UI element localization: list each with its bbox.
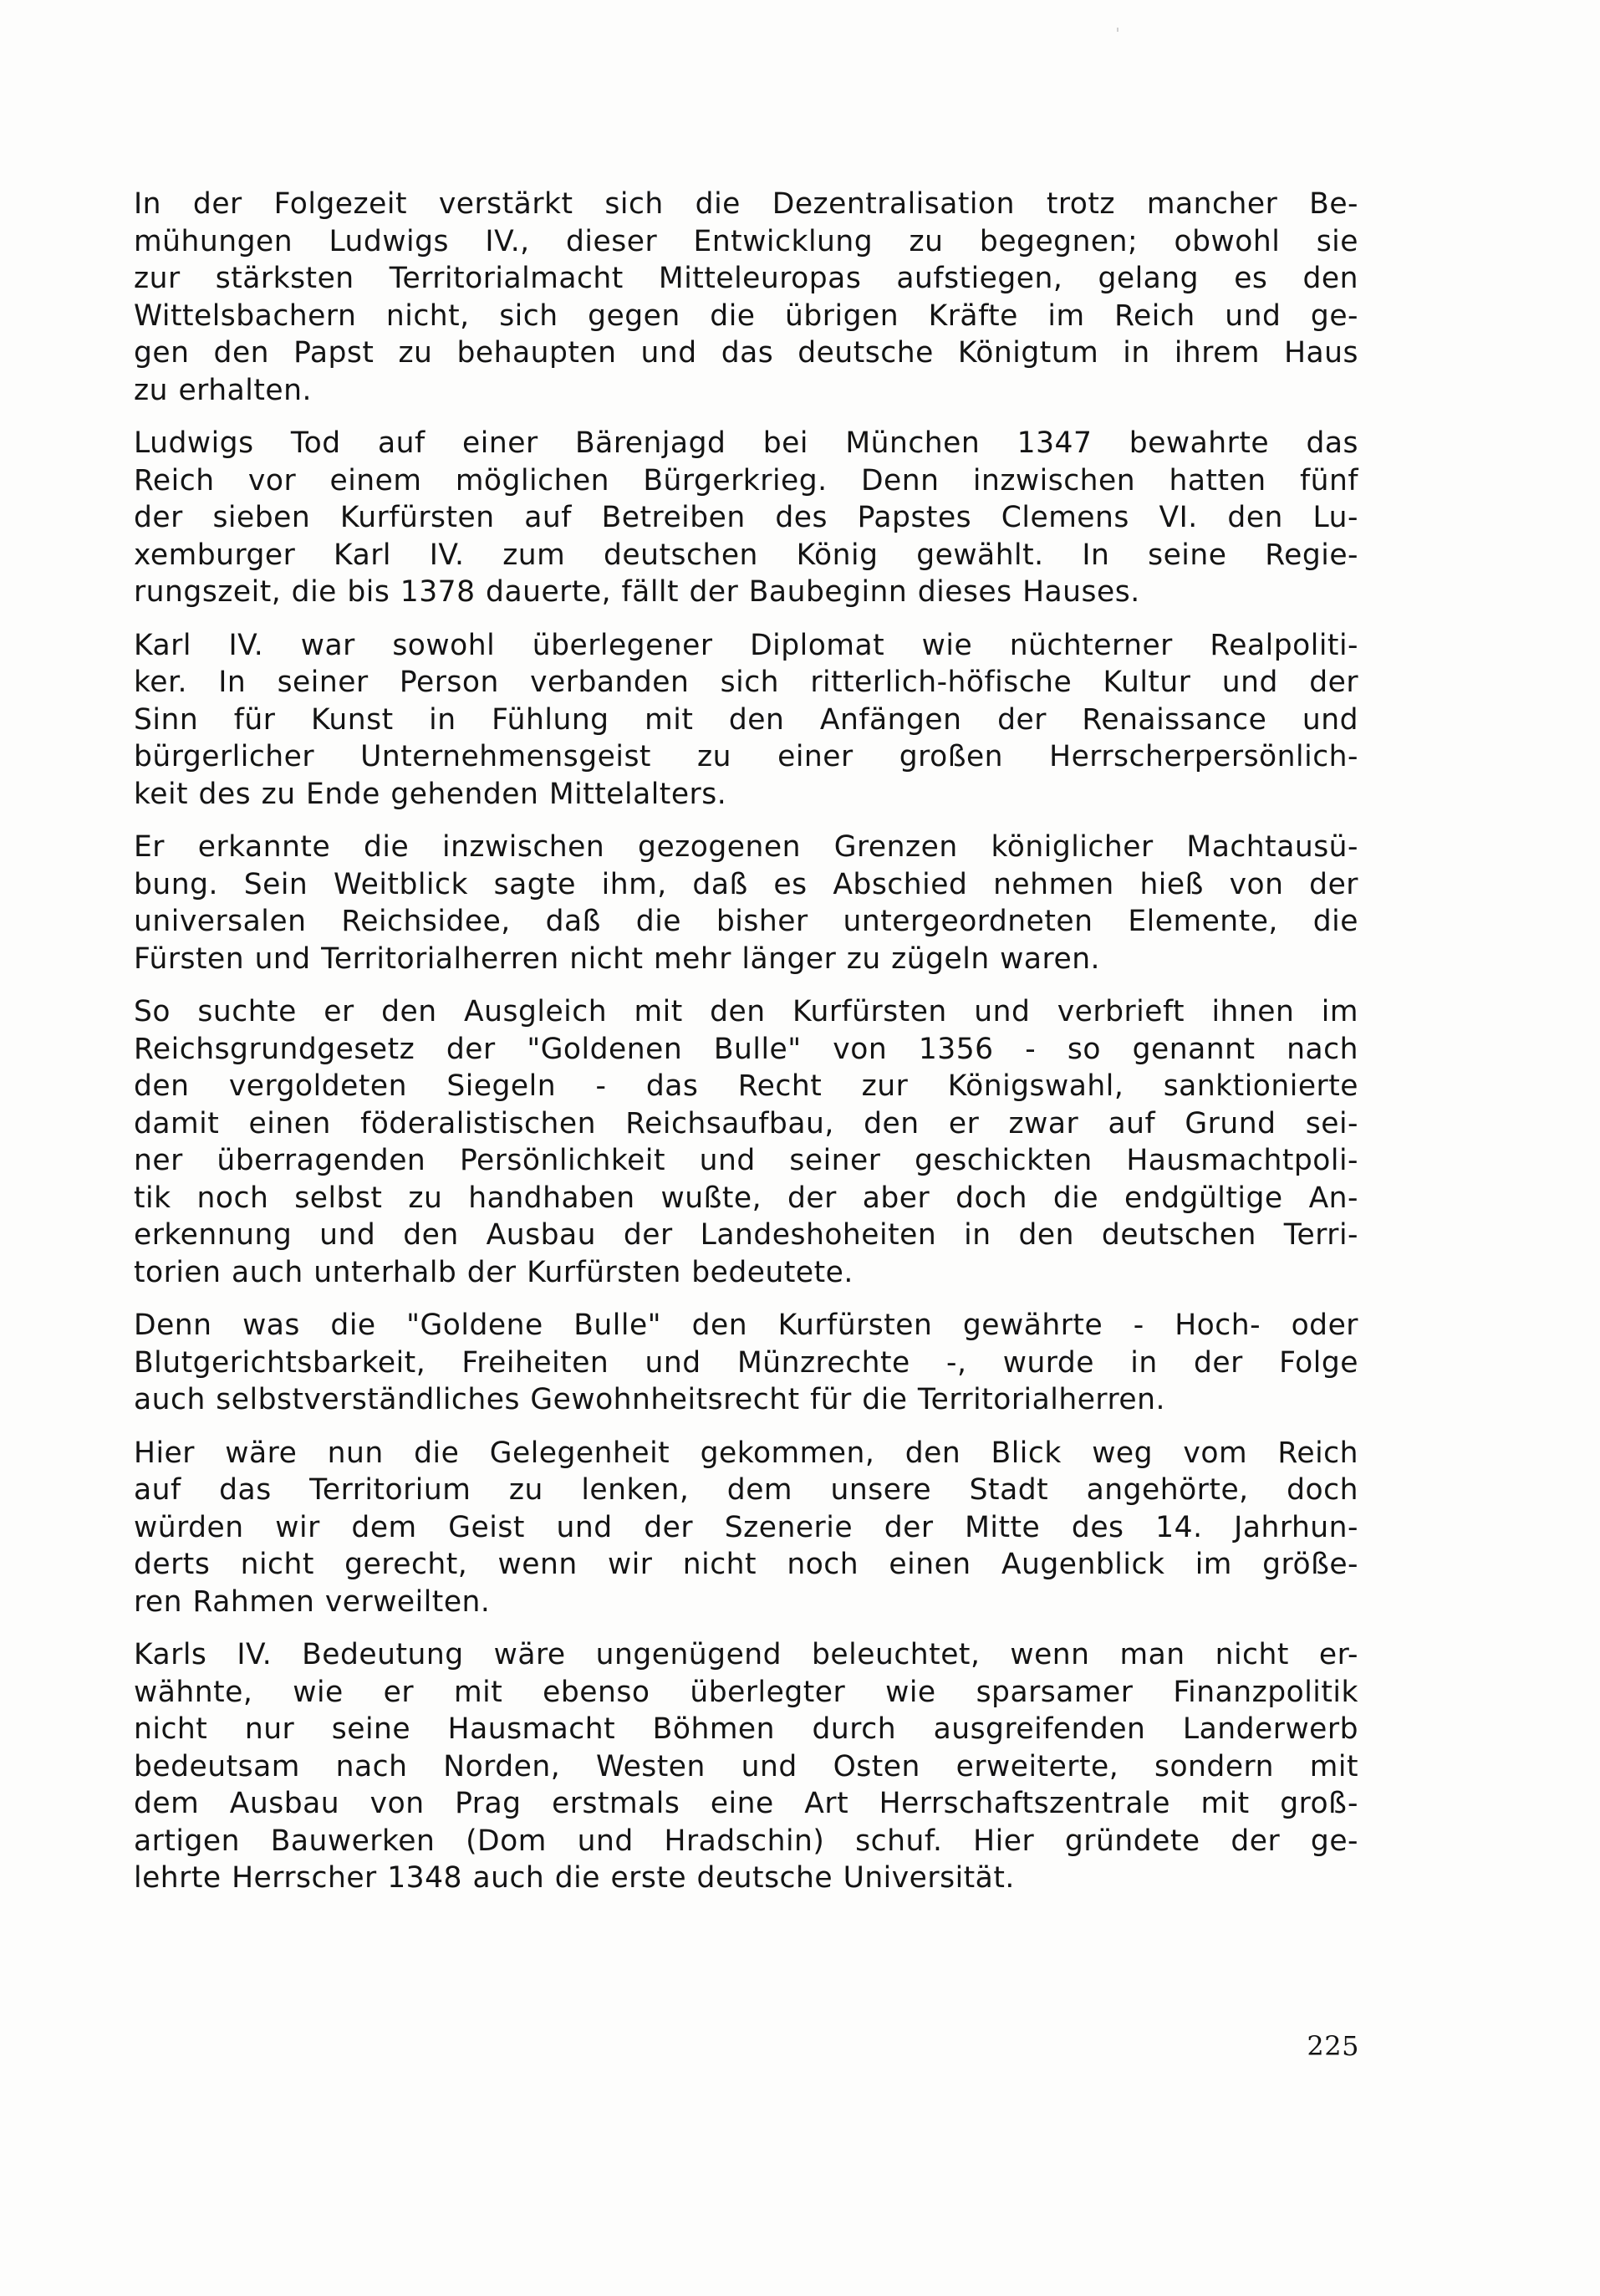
text-line: damit einen föderalistischen Reichsaufbau, den er zwar auf Grund sei- — [134, 1106, 1358, 1140]
text-line: derts nicht gerecht, wenn wir nicht noch einen Augenblick im größe- — [134, 1548, 1358, 1581]
paragraph — [134, 627, 1358, 814]
text-line: wähnte, wie er mit ebenso überlegter wie sparsamer Finanzpolitik — [134, 1675, 1358, 1709]
text-line: nicht nur seine Hausmacht Böhmen durch ausgreifenden Landerwerb — [134, 1712, 1358, 1746]
paragraph — [134, 1636, 1358, 1897]
paragraph — [134, 1307, 1358, 1419]
text-line: Reichsgrundgesetz der "Goldenen Bulle" von 1356 - so genannt nach — [134, 1032, 1358, 1066]
text-line: Reich vor einem möglichen Bürgerkrieg. Denn inzwischen hatten fünf — [134, 463, 1358, 497]
page-number: 225 — [1307, 2030, 1359, 2062]
text-line: xemburger Karl IV. zum deutschen König gewählt. In seine Regie- — [134, 538, 1358, 572]
text-line: keit des zu Ende gehenden Mittelalters. — [134, 777, 727, 811]
scan-speck — [1117, 28, 1118, 32]
text-line: zur stärksten Territorialmacht Mitteleuropas aufstiegen, gelang es den — [134, 262, 1358, 295]
text-line: würden wir dem Geist und der Szenerie der Mitte des 14. Jahrhun- — [134, 1510, 1358, 1544]
text-line: auf das Territorium zu lenken, dem unsere Stadt angehörte, doch — [134, 1473, 1358, 1507]
text-line: den vergoldeten Siegeln - das Recht zur Königswahl, sanktionierte — [134, 1069, 1358, 1103]
text-line: erkennung und den Ausbau der Landeshoheiten in den deutschen Terri- — [134, 1218, 1358, 1252]
text-line: zu erhalten. — [134, 373, 312, 407]
text-line: ren Rahmen verweilten. — [134, 1584, 491, 1619]
text-line: torien auch unterhalb der Kurfürsten bedeutete. — [134, 1255, 854, 1289]
text-line: Er erkannte die inzwischen gezogenen Grenzen königlicher Machtausü- — [134, 830, 1358, 864]
text-line: Karls IV. Bedeutung wäre ungenügend beleuchtet, wenn man nicht er- — [134, 1638, 1358, 1671]
paragraph — [134, 1435, 1358, 1621]
text-line: mühungen Ludwigs IV., dieser Entwicklung zu begegnen; obwohl sie — [134, 224, 1358, 258]
text-line: tik noch selbst zu handhaben wußte, der aber doch die endgültige An- — [134, 1181, 1358, 1215]
text-line: artigen Bauwerken (Dom und Hradschin) schuf. Hier gründete der ge- — [134, 1824, 1358, 1858]
text-line: Wittelsbachern nicht, sich gegen die übrigen Kräfte im Reich und ge- — [134, 298, 1358, 333]
text-line: In der Folgezeit verstärkt sich die Dezentralisation trotz mancher Be- — [134, 187, 1358, 221]
paragraph — [134, 829, 1358, 977]
text-line: Hier wäre nun die Gelegenheit gekommen, den Blick weg vom Reich — [134, 1436, 1358, 1470]
text-line: Sinn für Kunst in Fühlung mit den Anfängen der Renaissance und — [134, 702, 1358, 737]
text-line: der sieben Kurfürsten auf Betreiben des Papstes Clemens VI. den Lu- — [134, 501, 1358, 534]
body-text — [134, 186, 1358, 1913]
text-line: auch selbstverständliches Gewohnheitsrecht für die Territorialherren. — [134, 1383, 1165, 1416]
text-line: bung. Sein Weitblick sagte ihm, daß es Abschied nehmen hieß von der — [134, 867, 1358, 901]
text-line: ner überragenden Persönlichkeit und seiner geschickten Hausmachtpoli- — [134, 1144, 1358, 1177]
text-line: Denn was die "Goldene Bulle" den Kurfürsten gewährte - Hoch- oder — [134, 1309, 1358, 1342]
paragraph — [134, 425, 1358, 611]
paragraph — [134, 186, 1358, 409]
text-line: Karl IV. war sowohl überlegener Diplomat wie nüchterner Realpoliti- — [134, 628, 1358, 662]
text-line: gen den Papst zu behaupten und das deutsche Königtum in ihrem Haus — [134, 336, 1358, 370]
text-line: Blutgerichtsbarkeit, Freiheiten und Münzrechte -, wurde in der Folge — [134, 1345, 1358, 1380]
text-line: dem Ausbau von Prag erstmals eine Art Herrschaftszentrale mit groß- — [134, 1787, 1358, 1820]
text-line: bürgerlicher Unternehmensgeist zu einer großen Herrscherpersönlich- — [134, 740, 1358, 773]
text-line: bedeutsam nach Norden, Westen und Osten erweiterte, sondern mit — [134, 1749, 1358, 1783]
text-line: Fürsten und Territorialherren nicht mehr länger zu zügeln waren. — [134, 941, 1101, 976]
text-line: Ludwigs Tod auf einer Bärenjagd bei München 1347 bewahrte das — [134, 426, 1358, 460]
text-line: ker. In seiner Person verbanden sich ritterlich-höfische Kultur und der — [134, 666, 1358, 699]
text-line: So suchte er den Ausgleich mit den Kurfürsten und verbrieft ihnen im — [134, 995, 1358, 1028]
paragraph — [134, 993, 1358, 1291]
text-line: universalen Reichsidee, daß die bisher untergeordneten Elemente, die — [134, 905, 1358, 938]
text-line: rungszeit, die bis 1378 dauerte, fällt der Baubeginn dieses Hauses. — [134, 575, 1140, 609]
text-line: lehrte Herrscher 1348 auch die erste deutsche Universität. — [134, 1861, 1015, 1895]
